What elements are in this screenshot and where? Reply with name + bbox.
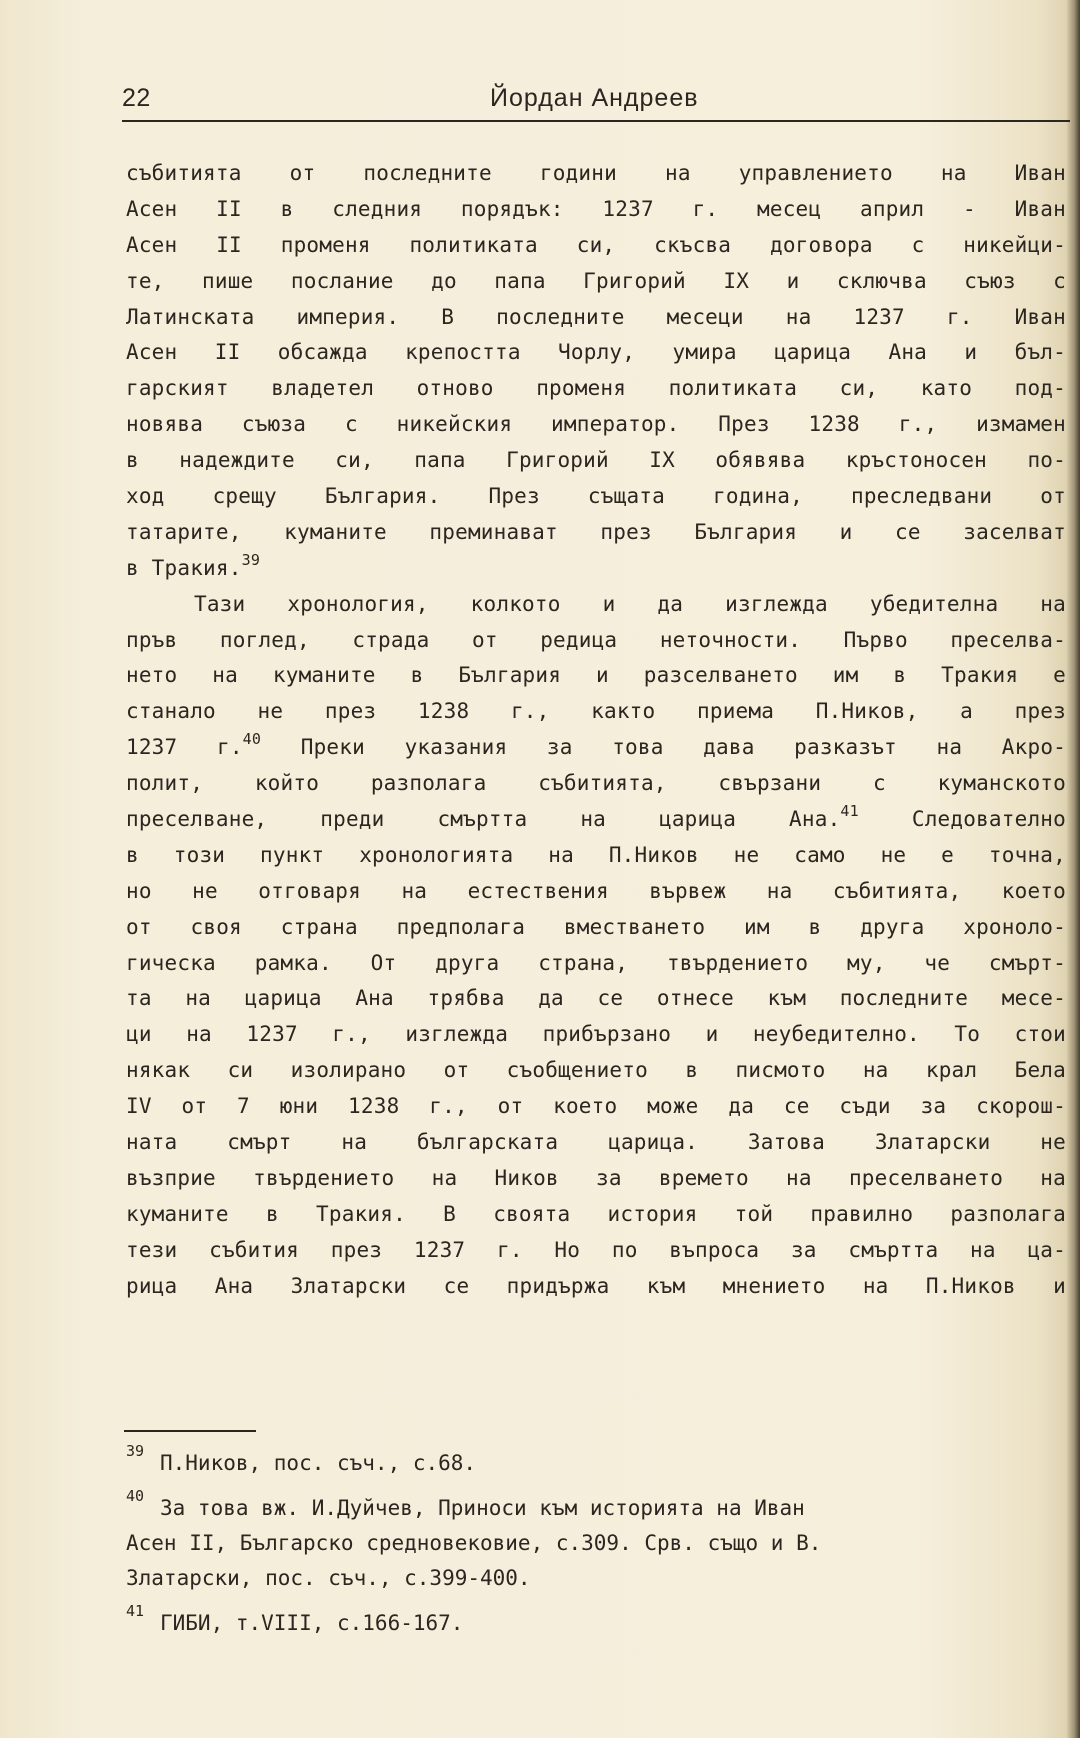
- running-head: Йордан Андреев: [490, 84, 699, 112]
- text-line: Асен II в следния порядък: 1237 г. месец април - Иван: [126, 196, 1066, 221]
- footnote-number: 39: [126, 1442, 145, 1460]
- text-line: в този пункт хронологията на П.Ников не само не е точна,: [126, 842, 1066, 867]
- text-line: тези събития през 1237 г. Но по въпроса за смъртта на ца-: [126, 1237, 1066, 1262]
- text-line: събитията от последните години на управлението на Иван: [126, 161, 1066, 185]
- text-line: куманите в Тракия. В своята история той правилно разполага: [126, 1201, 1066, 1226]
- text-line: възприе твърдението на Ников за времето на преселването на: [126, 1165, 1066, 1190]
- page-number: 22: [122, 84, 151, 112]
- line-text: в Тракия.: [126, 555, 242, 580]
- text-line: IV от 7 юни 1238 г., от което може да се съди за скорош-: [126, 1094, 1066, 1119]
- page-edge-shadow: [1066, 0, 1080, 1738]
- paragraph-start-line: Тази хронология, колкото и да изглежда убедителна на: [194, 591, 1066, 616]
- footnote-number: 40: [126, 1487, 145, 1505]
- text-line: Латинската империя. В последните месеци на 1237 г. Иван: [126, 304, 1066, 329]
- text-line: те, пише послание до папа Григорий IX и сключва съюз с: [126, 268, 1066, 293]
- text-line: от своя страна предполага вместването им в друга хроноло-: [126, 914, 1066, 939]
- footnotes: [126, 1442, 1066, 1641]
- footnote-text: Асен II, Българско средновековие, с.309. Срв. също и В.: [126, 1531, 822, 1555]
- text-line: ци на 1237 г., изглежда прибързано и неубедително. То стои: [126, 1022, 1066, 1047]
- text-line: станало не през 1238 г., както приема П.Ников, а през: [126, 699, 1066, 724]
- line-text: преселване, преди смъртта на царица Ана.: [126, 807, 841, 832]
- text-line: гическа рамка. От друга страна, твърдението му, че смърт-: [126, 950, 1066, 975]
- line-text: Следователно: [858, 807, 1066, 832]
- footnote-41: [126, 1602, 1066, 1641]
- body-text: [126, 156, 1066, 1305]
- text-line: та на царица Ана трябва да се отнесе към последните месе-: [126, 986, 1066, 1011]
- footnote-number: 41: [126, 1602, 145, 1620]
- text-line: пръв поглед, страда от редица неточности. Първо преселва-: [126, 627, 1066, 652]
- text-line: в надеждите си, папа Григорий IX обявява кръстоносен по-: [126, 448, 1066, 473]
- text-line: Асен II променя политиката си, скъсва договора с никейци-: [126, 232, 1066, 257]
- footnote-separator: [124, 1430, 256, 1432]
- text-line: [126, 802, 1066, 838]
- text-line: полит, който разполага събитията, свързани с куманското: [126, 771, 1066, 796]
- footnote-ref-40: 40: [242, 730, 262, 749]
- page-header: [122, 84, 1070, 122]
- text-line: рица Ана Златарски се придържа към мнението на П.Ников и: [126, 1273, 1066, 1298]
- footnote-text: П.Ников, пос. съч., с.68.: [160, 1451, 477, 1475]
- text-line: [126, 551, 1066, 587]
- footnote-ref-41: 41: [840, 802, 859, 821]
- text-line: татарите, куманите преминават през България и се заселват: [126, 519, 1066, 544]
- line-text: 1237 г.: [126, 735, 243, 760]
- footnote-ref-39: 39: [241, 550, 261, 569]
- text-line: но не отговаря на естествения вървеж на събитията, което: [126, 878, 1066, 903]
- footnote-text: За това вж. И.Дуйчев, Приноси към историята на Иван: [160, 1496, 805, 1520]
- line-text: Преки указания за това дава разказът на Акро-: [261, 735, 1067, 760]
- footnote-text: ГИБИ, т.VIII, с.166-167.: [160, 1611, 464, 1635]
- text-line: ната смърт на българската царица. Затова Златарски не: [126, 1130, 1066, 1155]
- text-line: Асен II обсажда крепостта Чорлу, умира царица Ана и бъл-: [126, 340, 1066, 365]
- text-line: гарският владетел отново променя политиката си, като под-: [126, 376, 1066, 401]
- text-line: [126, 730, 1066, 766]
- text-line: някак си изолирано от съобщението в писмото на крал Бела: [126, 1058, 1066, 1083]
- footnote-39: [126, 1442, 1066, 1481]
- text-line: ход срещу България. През същата година, преследвани от: [126, 484, 1066, 509]
- footnote-40: [126, 1487, 1066, 1596]
- text-line: нето на куманите в България и разселването им в Тракия е: [126, 663, 1066, 688]
- text-line: новява съюза с никейския император. През 1238 г., измамен: [126, 412, 1066, 437]
- footnote-text: Златарски, пос. съч., с.399-400.: [126, 1566, 531, 1590]
